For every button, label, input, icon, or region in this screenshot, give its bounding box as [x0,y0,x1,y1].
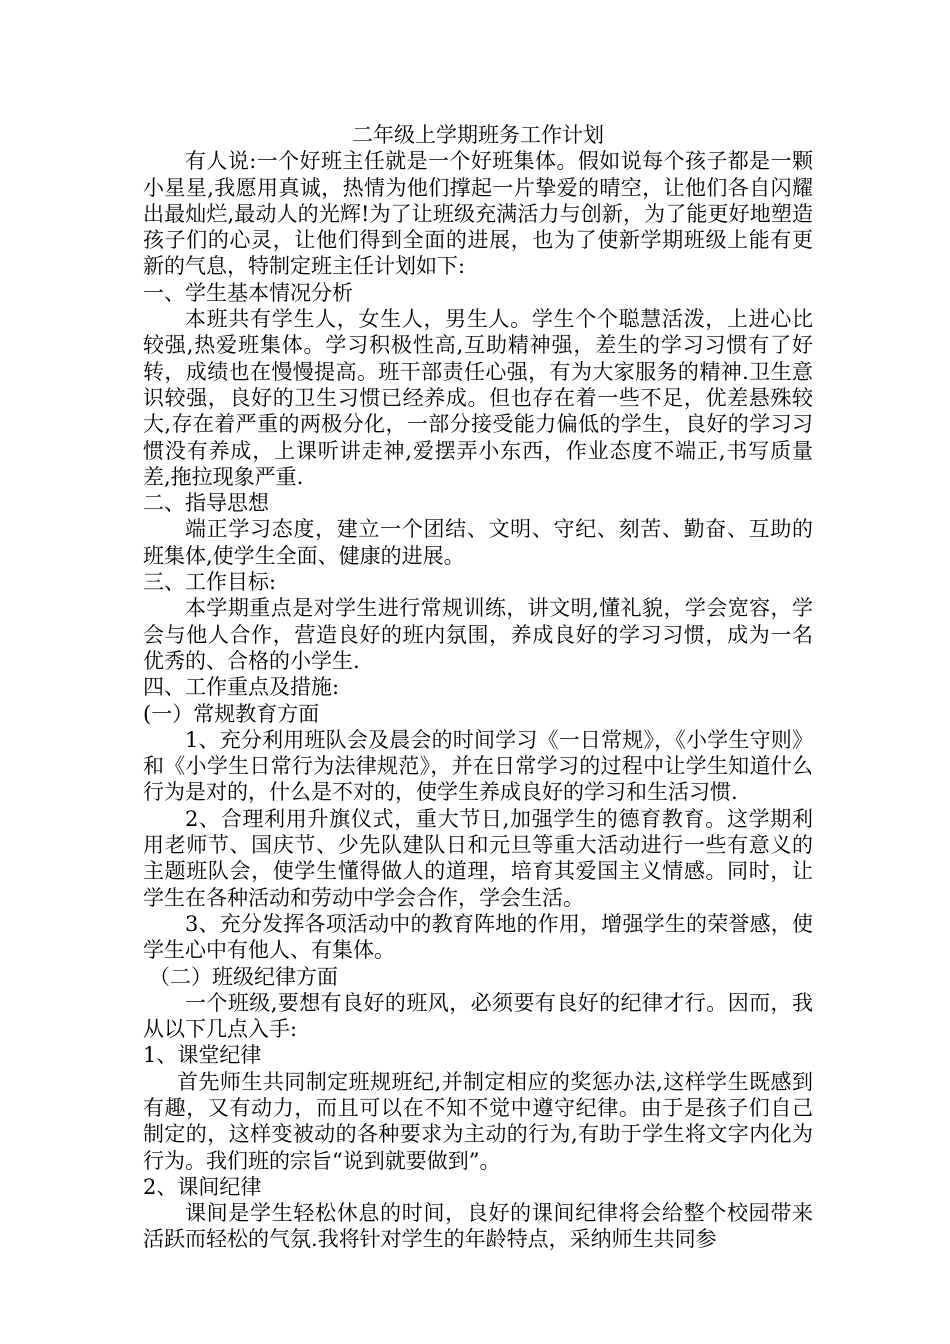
part-2-sub-2-body: 课间是学生轻松休息的时间，良好的课间纪律将会给整个校园带来活跃而轻松的气氛.我将针对学生的年龄特点，采纳师生共同参 [143,1201,813,1252]
part-1-item-1: 1、充分利用班队会及晨会的时间学习《一日常规》，《小学生守则》和《小学生日常行为法律规范》，并在日常学习的过程中让学生知道什么行为是对的，什么是不对的，使学生养成良好的学习和生活习惯. [143,727,813,805]
section-1-heading: 一、学生基本情况分析 [143,280,353,305]
section-2-body: 端正学习态度，建立一个团结、文明、守纪、刻苦、勤奋、互助的班集体,使学生全面、健康的进展。 [143,517,813,568]
part-2-sub-2-heading: 2、课间纪律 [143,1174,262,1199]
part-2-sub-1-heading: 1、课堂纪律 [143,1043,262,1068]
part-1-item-3: 3、充分发挥各项活动中的教育阵地的作用，增强学生的荣誉感，使学生心中有他人、有集体。 [143,911,813,963]
part-2-heading: （二）班级纪律方面 [149,964,338,989]
section-3-heading: 三、工作目标: [143,570,277,595]
intro-paragraph: 有人说:一个好班主任就是一个好班集体。假如说每个孩子都是一颗小星星,我愿用真诚，热情为他们撑起一片挚爱的晴空，让他们各自闪耀出最灿烂,最动人的光辉!为了让班级充满活力与创新，为了能更好地塑造孩子们的心灵，让他们得到全面的进展，也为了使新学期班级上能有更新的气息，特制定班主任计划如下: [143,149,813,279]
section-3-body: 本学期重点是对学生进行常规训练，讲文明,懂礼貌，学会宽容，学会与他人合作，营造良好的班内氛围，养成良好的学习习惯，成为一名优秀的、合格的小学生. [143,596,813,673]
document-title: 二年级上学期班务工作计划 [352,123,604,147]
part-2-intro: 一个班级,要想有良好的班风，必须要有良好的纪律才行。因而，我从以下几点入手: [143,990,813,1042]
part-1-heading: (一）常规教育方面 [143,701,320,726]
section-1-body: 本班共有学生人，女生人，男生人。学生个个聪慧活泼，上进心比较强,热爱班集体。学习积极性高,互助精神强，差生的学习习惯有了好转，成绩也在慢慢提高。班干部责任心强，有为大家服务的精神.卫生意识较强，良好的卫生习惯已经养成。但也存在着一些不足，优差悬殊较大,存在着严重的两极分化，一部分接受能力偏低的学生，良好的学习习惯没有养成，上课听讲走神,爱摆弄小东西，作业态度不端正,书写质量差,拖拉现象严重. [143,307,813,489]
part-1-item-2: 2、合理利用升旗仪式，重大节日,加强学生的德育教育。这学期利用老师节、国庆节、少先队建队日和元旦等重大活动进行一些有意义的主题班队会，使学生懂得做人的道理，培育其爱国主义情感。同时，让学生在各种活动和劳动中学会合作，学会生活。 [143,806,813,910]
part-2-sub-1-body: 首先师生共同制定班规班纪,并制定相应的奖惩办法,这样学生既感到有趣，又有动力，而且可以在不知不觉中遵守纪律。由于是孩子们自己制定的，这样变被动的各种要求为主动的行为,有助于学生将文字内化为行为。我们班的宗旨“说到就要做到”。 [143,1069,813,1173]
section-2-heading: 二、指导思想 [143,491,269,516]
document-page [143,122,813,1253]
section-4-heading: 四、工作重点及措施: [143,675,340,700]
